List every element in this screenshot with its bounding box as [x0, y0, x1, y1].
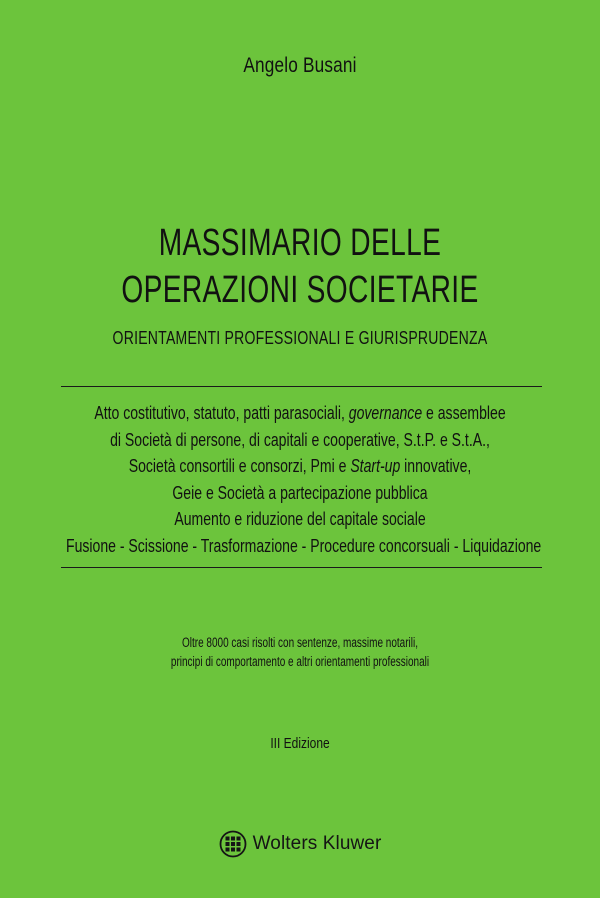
- content-note: [0, 633, 600, 671]
- publisher-name: Wolters Kluwer: [252, 833, 382, 854]
- topic-line: [66, 427, 534, 454]
- divider-top: [61, 386, 542, 387]
- topic-italic-term: Start-up: [350, 456, 401, 476]
- topics-list: [0, 400, 600, 559]
- topic-text: innovative,: [400, 456, 472, 476]
- topic-line: [66, 400, 534, 427]
- topic-text: Geie e Società a partecipazione pubblica: [172, 482, 428, 503]
- topic-line: [66, 480, 534, 507]
- author-name: Angelo Busani: [243, 54, 357, 77]
- publisher: [0, 830, 600, 858]
- edition-label: III Edizione: [270, 735, 330, 752]
- topic-line: [66, 453, 534, 480]
- title-line-2: OPERAZIONI SOCIETARIE: [121, 269, 479, 311]
- topic-text: Società consortili e consorzi, Pmi e: [128, 456, 351, 476]
- topic-line: [66, 506, 534, 533]
- divider-bottom: [61, 567, 542, 568]
- title-line-1: MASSIMARIO DELLE: [158, 222, 442, 264]
- wolters-kluwer-logo-icon: [219, 830, 247, 858]
- note-line-1: Oltre 8000 casi risolti con sentenze, massime notarili,: [182, 635, 418, 650]
- topic-italic-term: governance: [348, 403, 423, 423]
- note-line-2: principi di comportamento e altri orientamenti professionali: [170, 654, 430, 669]
- topic-text: di Società di persone, di capitali e cooperative, S.t.P. e S.t.A.,: [110, 429, 490, 450]
- topic-line: [66, 533, 542, 560]
- topic-text: e assemblee: [422, 403, 506, 423]
- subtitle: ORIENTAMENTI PROFESSIONALI E GIURISPRUDENZA: [112, 328, 488, 348]
- topic-text: Fusione - Scissione - Trasformazione - Procedure concorsuali - Liquidazione: [66, 535, 542, 556]
- topic-text: Atto costitutivo, statuto, patti parasociali,: [94, 403, 349, 423]
- topic-text: Aumento e riduzione del capitale sociale: [174, 509, 426, 529]
